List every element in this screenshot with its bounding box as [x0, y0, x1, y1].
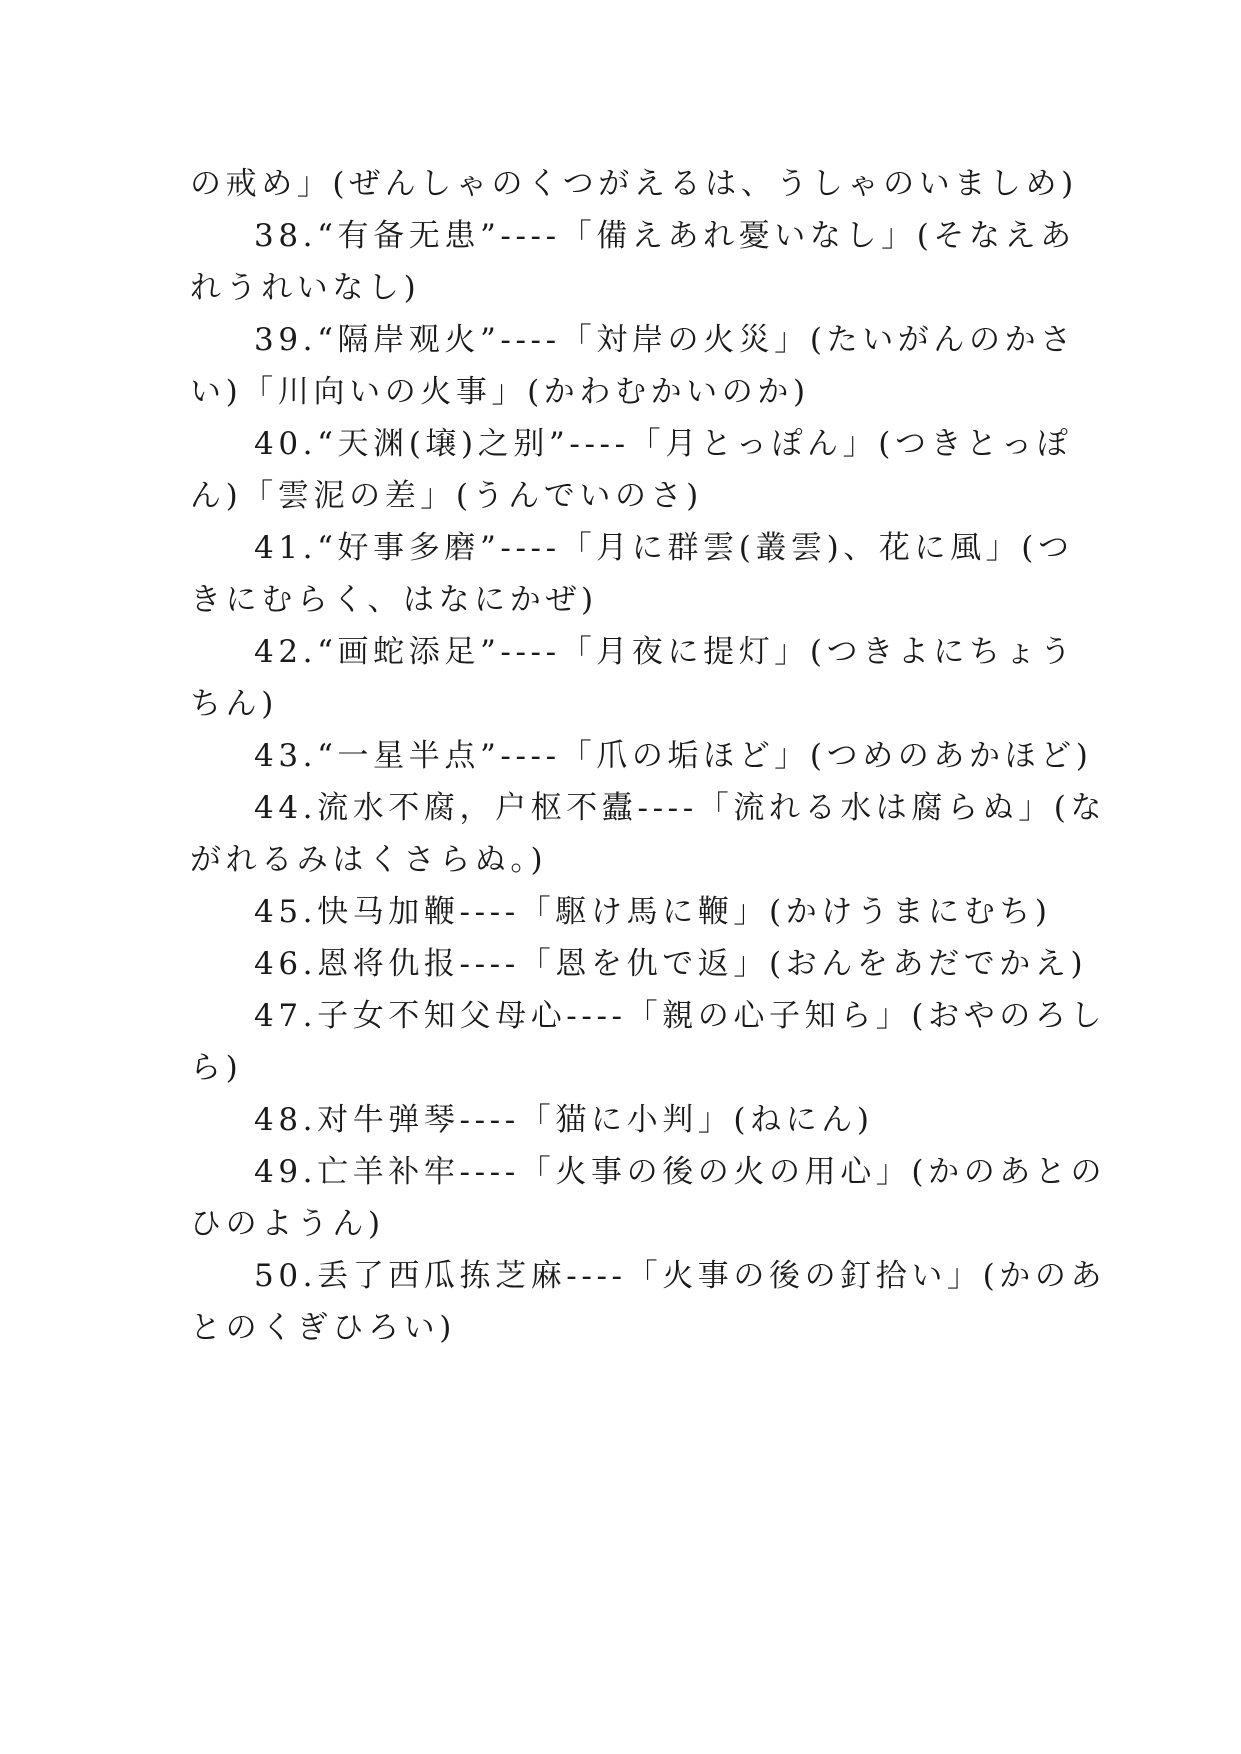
- text-line: 42.“画蛇添足”----「月夜に提灯」(つきよにちょう: [254, 634, 1076, 670]
- text-line: 39.“隔岸观火”----「対岸の火災」(たいがんのかさ: [254, 322, 1076, 358]
- text-line: 41.“好事多磨”----「月に群雲(叢雲)、花に風」(つ: [254, 530, 1074, 566]
- text-line: ひのようん): [190, 1206, 385, 1242]
- text-line: 45.快马加鞭----「駆け馬に鞭」(かけうまにむち): [254, 894, 1052, 930]
- text-line: 50.丢了西瓜拣芝麻----「火事の後の釘拾い」(かのあ: [254, 1258, 1107, 1294]
- text-line: ちん): [190, 686, 278, 722]
- text-line: きにむらく、はなにかぜ): [190, 582, 598, 618]
- text-line: ら): [190, 1050, 243, 1086]
- text-line: 46.恩将仇报----「恩を仇で返」(おんをあだでかえ): [254, 946, 1088, 982]
- text-line: とのくぎひろい): [190, 1310, 456, 1346]
- text-line: 38.“有备无患”----「備えあれ憂いなし」(そなえあ: [254, 218, 1076, 254]
- text-line: 48.对牛弹琴----「猫に小判」(ねにん): [254, 1102, 874, 1138]
- text-line: 49.亡羊补牢----「火事の後の火の用心」(かのあとの: [254, 1154, 1107, 1190]
- text-line: 43.“一星半点”----「爪の垢ほど」(つめのあかほど): [254, 738, 1093, 774]
- text-line: れうれいなし): [190, 270, 421, 306]
- text-line: ん)「雲泥の差」(うんでいのさ): [190, 478, 703, 514]
- text-line: 44.流水不腐，户枢不蠹----「流れる水は腐らぬ」(な: [254, 790, 1107, 826]
- text-line: い)「川向いの火事」(かわむかいのか): [190, 374, 810, 410]
- text-line: がれるみはくさらぬ。): [190, 842, 548, 878]
- text-line: 47.子女不知父母心----「親の心子知ら」(おやのろし: [254, 998, 1107, 1034]
- text-line: 40.“天渊(壌)之别”----「月とっぽん」(つきとっぽ: [254, 426, 1073, 462]
- text-line: の戒め」(ぜんしゃのくつがえるは、うしゃのいましめ): [190, 166, 1078, 202]
